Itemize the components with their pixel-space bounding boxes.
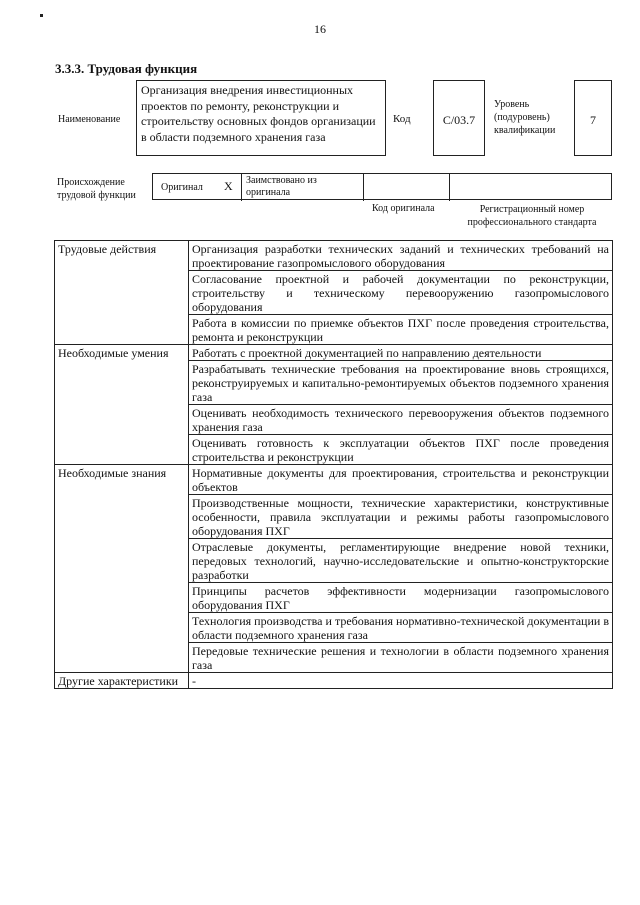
function-table [54,240,613,689]
borrowed-label: Заимствовано из оригинала [242,174,364,201]
section-item: Передовые технические решения и технологии в области подземного хранения газа [189,643,613,673]
code-original-label: Код оригинала [372,203,435,214]
original-label: Оригинал [161,182,203,193]
section-heading: Необходимые знания [55,465,189,673]
origin-row [152,173,612,200]
section-item: Разрабатывать технические требования на проектирование вновь строящихся, реконструируемых и капитально-ремонтируемых объектов подземного хранения газа [189,361,613,405]
original-mark: X [224,179,233,193]
code-value-box: C/03.7 [433,80,485,156]
name-label: Наименование [58,114,121,125]
origin-original-cell [153,174,242,201]
level-value-box: 7 [574,80,612,156]
section-item: Организация разработки технических заданий и технических требований на проектирование газопромыслового оборудования [189,241,613,271]
section-item: Производственные мощности, технические характеристики, конструктивные особенности, правила эксплуатации и режимы работы газопромыслового оборудования ПХГ [189,495,613,539]
section-item: Работа в комиссии по приемке объектов ПХГ после проведения строительства, ремонта и реконструкции [189,315,613,345]
code-label: Код [393,113,411,125]
reg-number-cell [450,174,612,201]
section-item: Отраслевые документы, регламентирующие внедрение новой техники, передовых технологий, научно-исследовательские и опытно-конструкторские разработки [189,539,613,583]
table-row [55,241,613,271]
section-item: Нормативные документы для проектирования, строительства и реконструкции объектов [189,465,613,495]
section-item: - [189,673,613,689]
section-heading: Необходимые умения [55,345,189,465]
section-item: Работать с проектной документацией по направлению деятельности [189,345,613,361]
section-item: Технология производства и требования нормативно-технической документации в области подземного хранения газа [189,613,613,643]
table-row [55,345,613,361]
section-item: Согласование проектной и рабочей документации по реконструкции, строительству и техническому перевооружению газопромыслового оборудования [189,271,613,315]
section-item: Оценивать необходимость технического перевооружения объектов подземного хранения газа [189,405,613,435]
scan-mark [40,14,43,17]
page-number: 16 [314,22,326,36]
section-item: Принципы расчетов эффективности модернизации газопромыслового оборудования ПХГ [189,583,613,613]
function-name-box: Организация внедрения инвестиционных проектов по ремонту, реконструкции и строительству основных фондов организации в области подземного хранения газа [136,80,386,156]
section-heading: Другие характеристики [55,673,189,689]
origin-label: Происхождение трудовой функции [57,177,136,201]
level-label: Уровень (подуровень) квалификации [494,99,556,136]
section-item: Оценивать готовность к эксплуатации объектов ПХГ после проведения строительства и реконструкции [189,435,613,465]
reg-number-label: Регистрационный номер профессионального стандарта [467,204,597,228]
table-row [55,673,613,689]
table-row [55,465,613,495]
section-heading: Трудовые действия [55,241,189,345]
code-original-cell [364,174,450,201]
section-title: 3.3.3. Трудовая функция [55,61,198,76]
